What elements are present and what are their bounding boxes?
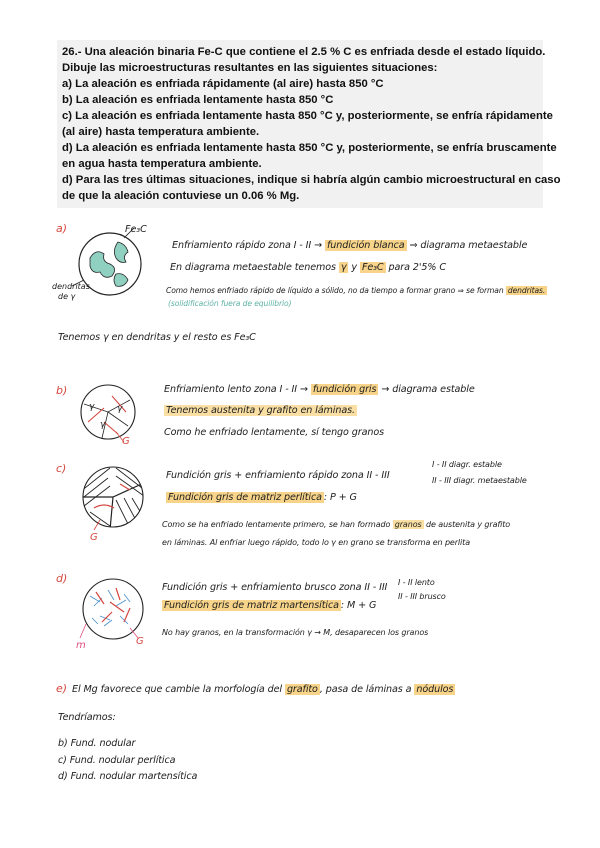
graphite-g-label: G [90,532,98,543]
part-d-line-1: Fundición gris + enfriamiento brusco zona II - III [162,582,388,593]
part-e-tendriamos: Tendríamos: [58,712,116,723]
part-e-label: e) [56,682,68,695]
part-b-line-2: Tenemos austenita y grafito en láminas. [166,405,355,416]
part-c-label: c) [56,462,67,475]
part-d-label: d) [56,572,68,585]
question-line: d) Para las tres últimas situaciones, indique si habría algún cambio microestructural en caso [62,174,561,186]
question-line: d) La aleación es enfriada lentamente hasta 850 °C y, posteriormente, se enfría bruscamente [62,142,557,154]
martensitic-figure [80,576,146,642]
part-a-line-3: Como hemos enfriado rápido de líquido a sólido, no da tiempo a formar grano ⇒ se forman dendritas. [166,286,546,295]
part-b-label: b) [56,384,68,397]
question-line: de que la aleación contuviese un 0.06 % Mg. [62,190,300,202]
gamma-label: de γ [58,292,76,301]
part-a-line-1: Enfriamiento rápido zona I - II → fundición blanca ⇒ diagrama metaestable [172,240,528,251]
part-c-line-4: en láminas. Al enfriar luego rápido, todo lo γ en grano se transforma en perlita [162,538,471,547]
gamma-symbol: γ [117,404,123,414]
question-line: (al aire) hasta temperatura ambiente. [62,126,260,138]
gamma-symbol: γ [100,420,106,430]
part-c-line-1: Fundición gris + enfriamiento rápido zona II - III [166,470,390,481]
question-line: b) La aleación es enfriada lentamente hasta 850 °C [62,94,334,106]
part-d-side-1: I - II lento [398,578,435,587]
question-line: c) La aleación es enfriada lentamente hasta 850 °C y, posteriormente, se enfría rápidamente [62,110,553,122]
dendritas-label: dendritas [52,282,90,291]
part-d-line-2: Fundición gris de matriz martensítica : M + G [164,600,377,611]
pearlitic-figure [80,464,146,530]
austenite-grain-figure [78,382,138,442]
part-c-side-1: I - II diagr. estable [432,460,502,469]
part-c-line-2: Fundición gris de matriz perlítica : P + G [168,492,357,503]
part-e-line-1: El Mg favorece que cambie la morfología del grafito , pasa de láminas a nódulos [72,684,454,695]
part-e-item: c) Fund. nodular perlítica [58,755,176,766]
part-a-line-2: En diagrama metaestable tenemos γ y Fe₃C para 2'5% C [170,262,446,273]
part-a-line-4: (solidificación fuera de equilibrio) [168,299,292,308]
graphite-g-label: G [122,436,130,447]
part-e-item: b) Fund. nodular [58,738,136,749]
part-b-line-3: Como he enfriado lentamente, sí tengo granos [164,427,385,438]
part-c-side-2: II - III diagr. metaestable [432,476,527,485]
part-e-item: d) Fund. nodular martensítica [58,771,198,782]
part-c-line-3: Como se ha enfriado lentamente primero, se han formado granos de austenita y grafito [162,520,511,529]
question-line: a) La aleación es enfriada rápidamente (al aire) hasta 850 °C [62,78,384,90]
gamma-symbol: γ [89,402,95,412]
graphite-g-label: G [136,636,144,647]
part-a-summary: Tenemos γ en dendritas y el resto es Fe₃C [58,332,256,343]
question-line: Dibuje las microestructuras resultantes en las siguientes situaciones: [62,62,438,74]
part-d-line-3: No hay granos, en la transformación γ → M, desaparecen los granos [162,628,429,637]
part-a-label: a) [56,222,68,235]
martensite-m-label: m [76,640,86,651]
part-b-line-1: Enfriamiento lento zona I - II → fundición gris → diagrama estable [164,384,475,395]
part-d-side-2: II - III brusco [398,592,446,601]
question-line: 26.- Una aleación binaria Fe-C que contiene el 2.5 % C es enfriada desde el estado líquido. [62,46,546,58]
fe3c-label: Fe₃C [125,224,147,235]
question-line: en agua hasta temperatura ambiente. [62,158,262,170]
